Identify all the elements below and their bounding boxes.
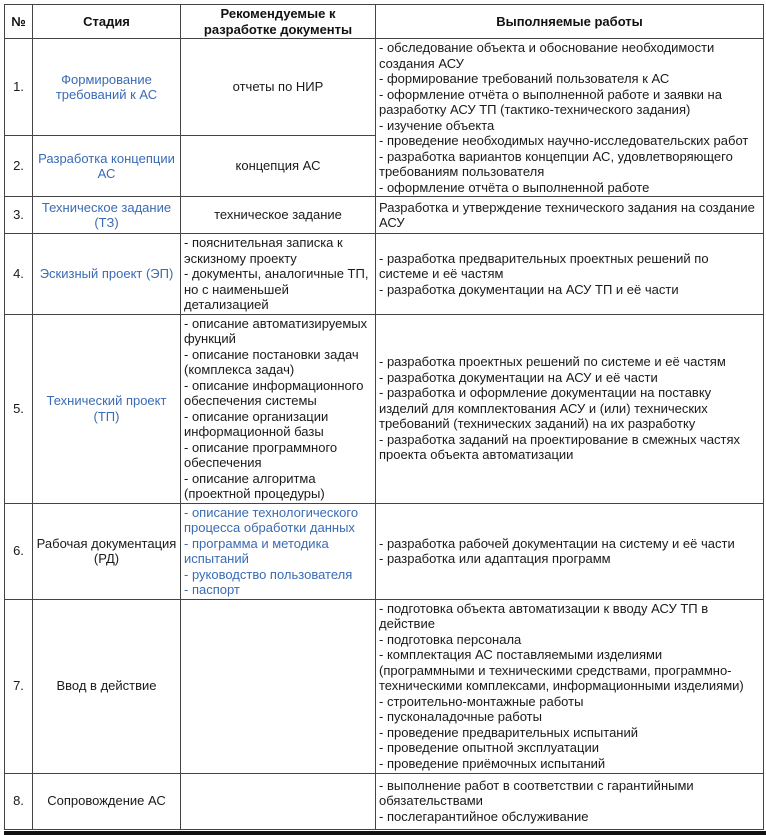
stage-link[interactable]: Техническое задание (ТЗ) (41, 199, 172, 230)
header-row (5, 5, 764, 39)
table-row (5, 197, 764, 234)
header-stage: Стадия (33, 5, 181, 39)
row-number: 5. (5, 314, 33, 503)
stage-link[interactable]: Разработка концепции АС (38, 150, 175, 181)
doc-label: техническое задание (214, 207, 342, 223)
table-row (5, 503, 764, 599)
table-row (5, 234, 764, 315)
work-item: - разработка заданий на проектирование в смежных частях проекта объекта автоматизации (379, 431, 741, 463)
doc-link[interactable]: - описание технологического процесса обработки данных (184, 504, 359, 535)
works-cell (376, 234, 764, 315)
doc-label: концепция АС (235, 158, 321, 174)
doc-item: - пояснительная записка к эскизному проекту (184, 235, 343, 266)
row-number: 1. (5, 39, 33, 136)
works-cell (376, 314, 764, 503)
docs-cell-empty (181, 773, 376, 829)
work-item: - пусконаладочные работы (379, 709, 542, 725)
docs-cell-empty (181, 599, 376, 773)
docs-cell (181, 314, 376, 503)
table-row (5, 39, 764, 136)
work-item: - оформление отчёта о выполненной работе и заявки на разработку АСУ ТП (тактико-технического задания) (379, 86, 722, 117)
work-item: - разработка предварительных проектных решений по системе и её частям (379, 250, 709, 281)
works-cell (376, 773, 764, 829)
work-item: - подготовка персонала (379, 631, 522, 647)
header-works: Выполняемые работы (376, 5, 764, 39)
doc-item: - описание информационного обеспечения системы (184, 377, 364, 408)
work-item: - разработка документации на АСУ ТП и её части (379, 281, 679, 297)
work-item: - разработка и оформление документации на поставку изделий для комплектования АСУ и (или) технических требований (технических заданий) на их разработку (379, 385, 712, 432)
doc-item: - описание алгоритма (проектной процедуры) (184, 470, 325, 501)
doc-link[interactable]: - программа и методика испытаний (184, 535, 329, 566)
work-item: - выполнение работ в соответствии с гарантийными обязательствами (379, 777, 694, 809)
work-item: - формирование требований пользователя к АС (379, 71, 670, 86)
work-item: - комплектация АС поставляемыми изделиями (программными и техническими средствами, программно-техническими комплексами, информационными изделиями) (379, 647, 744, 694)
stage-link[interactable]: Эскизный проект (ЭП) (39, 266, 174, 281)
bottom-divider (4, 831, 766, 835)
work-item: - строительно-монтажные работы (379, 693, 584, 709)
stage-label: Ввод в действие (56, 678, 157, 694)
table-row (5, 773, 764, 829)
work-item: - изучение объекта (379, 117, 495, 133)
row-number: 6. (5, 503, 33, 599)
doc-label: отчеты по НИР (232, 79, 324, 95)
work-item: - проведение предварительных испытаний (379, 724, 639, 740)
work-item: - разработка вариантов концепции АС, удовлетворяющего требованиям пользователя (379, 148, 733, 179)
works-cell (376, 503, 764, 599)
work-item: - подготовка объекта автоматизации к вводу АСУ ТП в действие (379, 600, 709, 632)
doc-item: - документы, аналогичные ТП, но с наименьшей детализацией (184, 266, 369, 312)
table-row (5, 314, 764, 503)
stage-label: Сопровождение АС (47, 793, 166, 809)
docs-cell (181, 234, 376, 315)
doc-item: - описание постановки задач (комплекса задач) (184, 346, 359, 377)
header-num: № (5, 5, 33, 39)
work-item: - разработка проектных решений по системе и её частям (379, 354, 726, 370)
doc-item: - описание автоматизируемых функций (184, 315, 368, 346)
row-number: 2. (5, 136, 33, 197)
work-item: - разработка документации на АСУ и её части (379, 369, 658, 385)
work-item: - проведение необходимых научно-исследовательских работ (379, 133, 749, 148)
works-cell (376, 197, 764, 234)
doc-item: - описание организации информационной базы (184, 408, 329, 439)
row-number: 3. (5, 197, 33, 234)
work-item: - проведение приёмочных испытаний (379, 755, 606, 771)
work-item: - оформление отчёта о выполненной работе (379, 179, 650, 195)
work-item: - обследование объекта и обоснование необходимости создания АСУ (379, 40, 715, 71)
row-number: 4. (5, 234, 33, 315)
work-item: Разработка и утверждение технического задания на создание АСУ (379, 199, 755, 230)
works-cell (376, 39, 764, 197)
row-number: 7. (5, 599, 33, 773)
work-item: - разработка рабочей документации на систему и её части (379, 535, 735, 551)
work-item: - разработка или адаптация программ (379, 551, 611, 566)
work-item: - проведение опытной эксплуатации (379, 740, 599, 756)
header-docs: Рекомендуемые к разработке документы (181, 5, 376, 39)
works-cell (376, 599, 764, 773)
stage-label: Рабочая документация (РД) (36, 535, 177, 566)
doc-item: - описание программного обеспечения (184, 439, 338, 470)
docs-cell (181, 503, 376, 599)
doc-link[interactable]: - руководство пользователя (184, 566, 353, 582)
doc-link[interactable]: - паспорт (184, 582, 240, 597)
row-number: 8. (5, 773, 33, 829)
stage-link[interactable]: Формирование требований к АС (55, 71, 158, 102)
work-item: - послегарантийное обслуживание (379, 808, 589, 824)
stages-table (4, 4, 764, 830)
stage-link[interactable]: Технический проект (ТП) (46, 393, 167, 424)
table-row (5, 599, 764, 773)
